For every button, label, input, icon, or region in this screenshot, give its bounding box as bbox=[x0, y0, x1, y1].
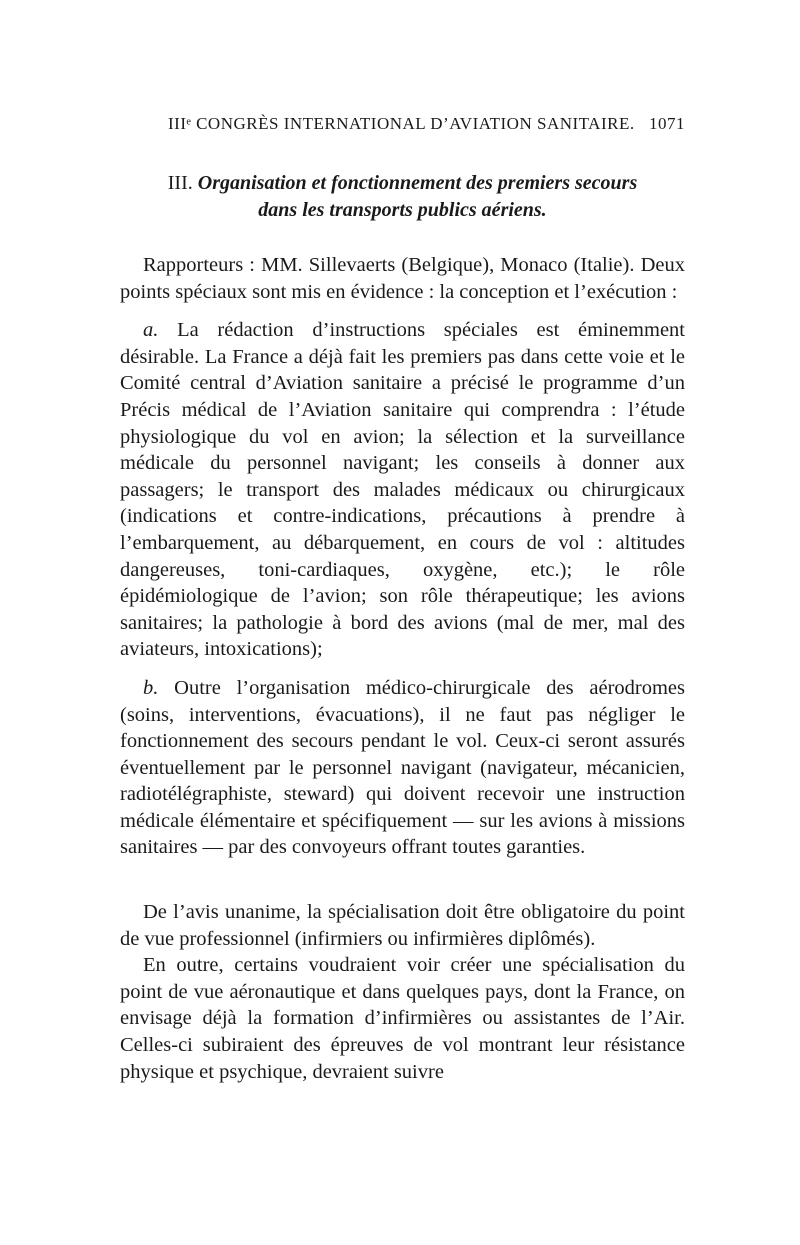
point-b-text: Outre l’organisation médico-chirurgicale des aérodromes (soins, interventions, évacuations), il ne faut pas négliger le fonctionnement des secours pendant le vol. Ceux-ci seront assurés éventuellement par le personnel navigant (navigateur, mécanicien, radiotélégraphiste, steward) qui doivent recevoir une instruction médicale élémentaire et spécifiquement — sur les avions à missions sanitaires — par des convoyeurs offrant toutes garanties. bbox=[120, 676, 685, 859]
running-title: IIIᵉ CONGRÈS INTERNATIONAL D’AVIATION SANITAIRE. bbox=[168, 114, 635, 133]
section-title-line1 bbox=[120, 170, 685, 197]
page-number: 1071 bbox=[649, 114, 685, 133]
point-a-text: La rédaction d’instructions spéciales est éminemment désirable. La France a déjà fait les premiers pas dans cette voie et le Comité central d’Aviation sanitaire a précisé le programme d’un Précis médical de l’Aviation sanitaire qui comprendra : l’étude physiologique du vol en avion; la sélection et la surveillance médicale du personnel navigant; les conseils à donner aux passagers; le transport des malades médicaux ou chirurgicaux (indications et contre-indications, précautions à prendre à l’embarquement, au débarquement, en cours de vol : altitudes dangereuses, toni-cardiaques, oxygène, etc.); le rôle épidémiologique de l’avion; son rôle thérapeutique; les avions sanitaires; la pathologie à bord des avions (mal de mer, mal des aviateurs, intoxications); bbox=[120, 319, 685, 661]
point-b-letter: b. bbox=[143, 676, 159, 699]
intro-paragraph: Rapporteurs : MM. Sillevaerts (Belgique), Monaco (Italie). Deux points spéciaux sont mis en évidence : la conception et l’exécution : bbox=[120, 254, 685, 303]
spacer bbox=[120, 305, 685, 317]
spacer bbox=[120, 861, 685, 899]
section-title-text1: Organisation et fonctionnement des premiers secours bbox=[197, 172, 638, 194]
running-head bbox=[168, 112, 685, 136]
section-title-line2: dans les transports publics aériens. bbox=[258, 199, 547, 221]
page bbox=[120, 112, 685, 1085]
section-number: III. bbox=[167, 172, 193, 194]
spacer bbox=[120, 663, 685, 675]
point-a-paragraph bbox=[120, 317, 685, 663]
section-title bbox=[120, 170, 685, 224]
point-a-letter: a. bbox=[143, 319, 159, 342]
point-b-paragraph bbox=[120, 675, 685, 861]
outre-paragraph: En outre, certains voudraient voir créer une spécialisation du point de vue aéronautique et dans quelques pays, dont la France, on envisage déjà la formation d’infirmières ou assistantes de l’Air. Celles-ci subiraient des épreuves de vol montrant leur résistance physique et psychique, devraient suivre bbox=[120, 954, 685, 1083]
avis-paragraph: De l’avis unanime, la spécialisation doit être obligatoire du point de vue professionnel (infirmiers ou infirmières diplômés). bbox=[120, 901, 685, 950]
